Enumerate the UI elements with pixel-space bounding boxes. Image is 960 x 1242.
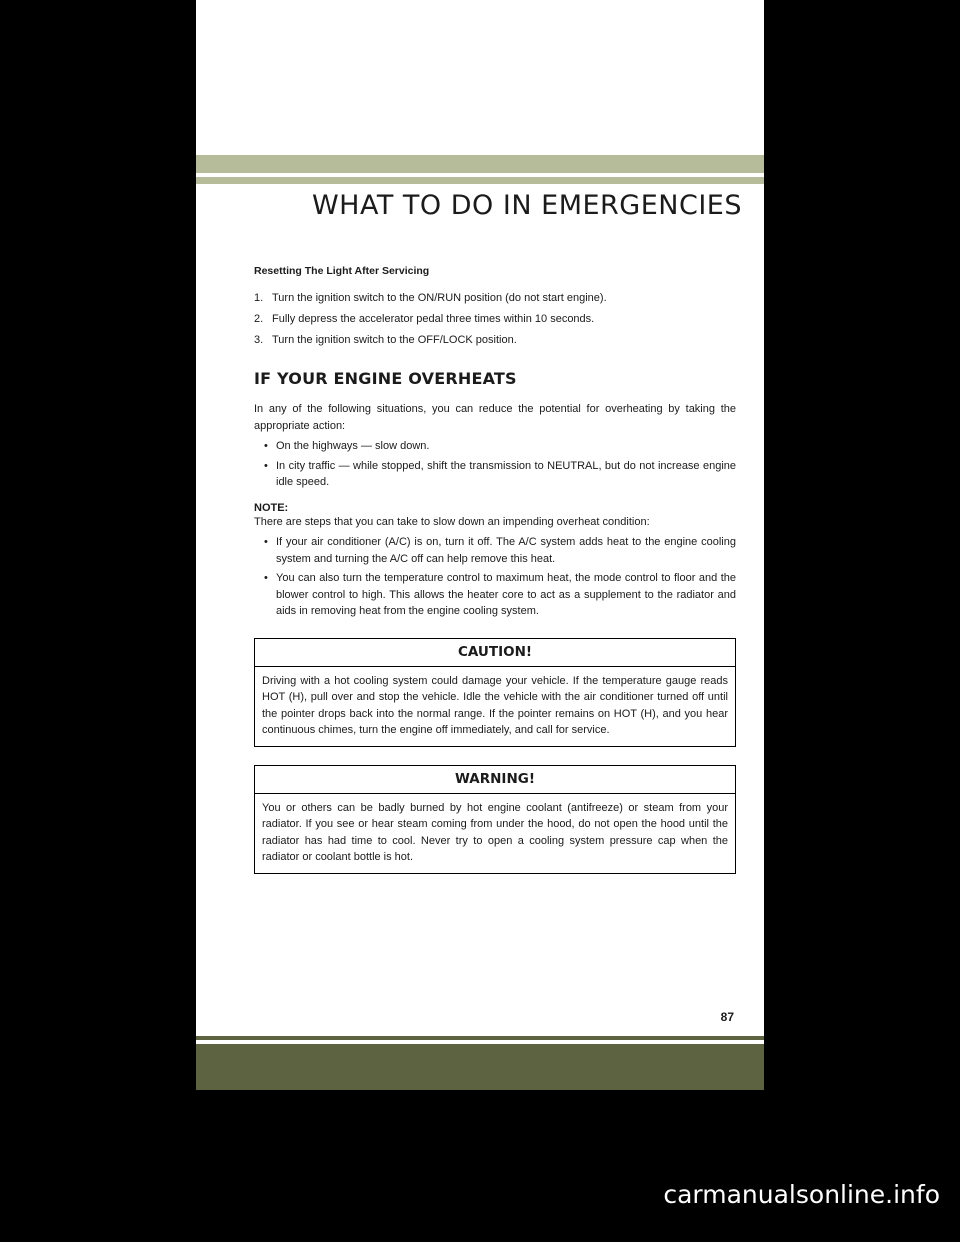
caution-body: Driving with a hot cooling system could damage your vehicle. If the temperature gauge reads HOT (H), pull over and stop the vehicle. Idle the vehicle with the air conditioner turned off until the pointer drops back into the normal range. If the pointer remains on HOT (H), and you hear continuous chimes, turn the engine off immediately, and call for service. xyxy=(262,674,728,736)
list-item xyxy=(254,458,736,491)
warning-body: You or others can be badly burned by hot engine coolant (antifreeze) or steam from your radiator. If you see or hear steam coming from under the hood, do not open the hood until the radiator has had time to cool. Never try to open a cooling system pressure cap when the radiator or coolant bottle is hot. xyxy=(262,801,728,863)
list-item xyxy=(254,309,736,330)
step-text: Turn the ignition switch to the ON/RUN position (do not start engine). xyxy=(272,292,607,304)
bullet-icon: • xyxy=(264,572,268,584)
step-text: Turn the ignition switch to the OFF/LOCK position. xyxy=(272,334,517,346)
warning-callout xyxy=(254,765,736,874)
page-content xyxy=(254,265,736,874)
list-item xyxy=(254,330,736,351)
step-number: 2. xyxy=(254,313,264,325)
caution-callout xyxy=(254,638,736,747)
header-band-primary xyxy=(196,155,764,173)
intro-paragraph: In any of the following situations, you can reduce the potential for overheating by taking the appropriate action: xyxy=(254,403,736,432)
page-number: 87 xyxy=(720,1010,734,1024)
site-watermark: carmanualsonline.info xyxy=(663,1180,940,1209)
footer-band-secondary xyxy=(196,1044,764,1090)
note-label: NOTE: xyxy=(254,501,289,514)
list-item xyxy=(254,570,736,620)
step-number: 3. xyxy=(254,334,264,346)
bullet-text: If your air conditioner (A/C) is on, turn it off. The A/C system adds heat to the engine cooling system and turning the A/C off can help remove this heat. xyxy=(276,536,736,565)
subsection-heading: Resetting The Light After Servicing xyxy=(254,265,430,277)
intro-bullet-list xyxy=(254,438,736,491)
footer-band-primary xyxy=(196,1036,764,1040)
step-number: 1. xyxy=(254,292,264,304)
bullet-text: On the highways — slow down. xyxy=(276,440,430,452)
list-item xyxy=(254,438,736,455)
warning-title: WARNING! xyxy=(255,766,735,794)
step-text: Fully depress the accelerator pedal three times within 10 seconds. xyxy=(272,313,595,325)
list-item xyxy=(254,534,736,567)
chapter-title: WHAT TO DO IN EMERGENCIES xyxy=(311,190,742,221)
manual-page xyxy=(196,0,764,1090)
bullet-icon: • xyxy=(264,536,268,548)
bullet-icon: • xyxy=(264,440,268,452)
caution-title: CAUTION! xyxy=(255,639,735,667)
note-bullet-list xyxy=(254,534,736,620)
numbered-step-list xyxy=(254,288,736,351)
bullet-text: In city traffic — while stopped, shift the transmission to NEUTRAL, but do not increase engine idle speed. xyxy=(276,459,736,488)
bullet-text: You can also turn the temperature control to maximum heat, the mode control to floor and the blower control to high. This allows the heater core to act as a supplement to the radiator and aids in removing heat from the engine cooling system. xyxy=(276,572,736,617)
list-item xyxy=(254,288,736,309)
section-heading: IF YOUR ENGINE OVERHEATS xyxy=(254,369,517,388)
bullet-icon: • xyxy=(264,459,268,472)
header-band-secondary xyxy=(196,177,764,184)
note-text: There are steps that you can take to slow down an impending overheat condition: xyxy=(254,515,650,528)
